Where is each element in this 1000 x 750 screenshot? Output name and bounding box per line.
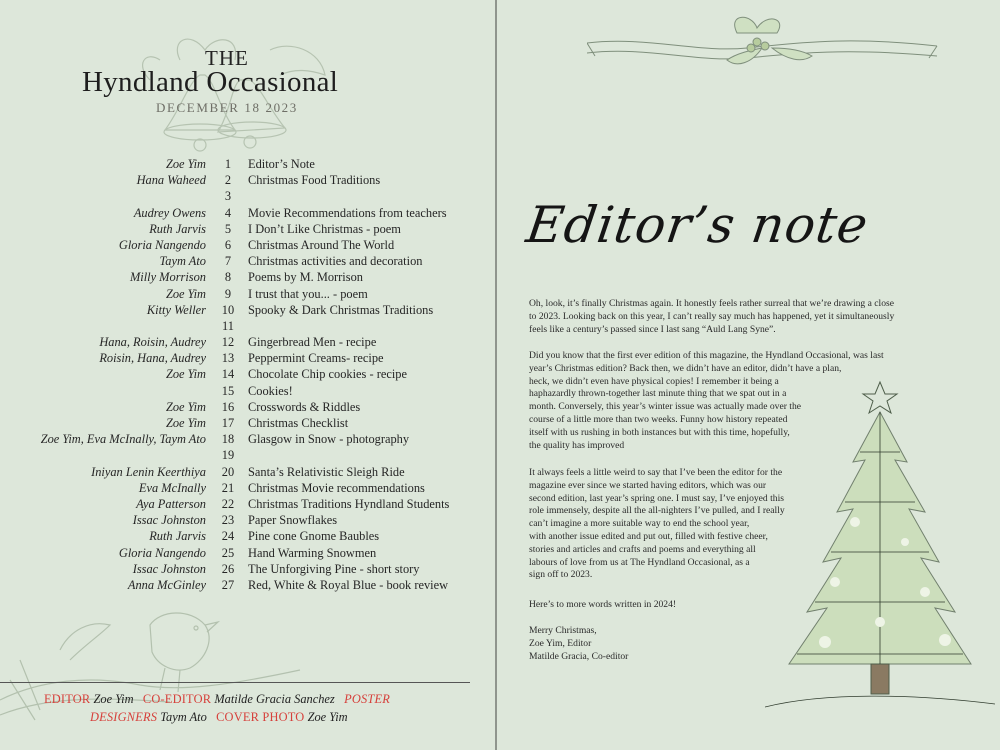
- toc-row: [0, 173, 495, 189]
- toc-author: Zoe Yim: [165, 286, 206, 301]
- toc-title: I trust that you... - poem: [248, 286, 368, 301]
- toc-row: [0, 351, 495, 367]
- toc-title: Red, White & Royal Blue - book review: [248, 577, 449, 592]
- toc-author: Zoe Yim: [165, 157, 206, 171]
- toc-title: The Unforgiving Pine - short story: [248, 561, 420, 576]
- toc-row: [0, 432, 495, 448]
- toc-row: [0, 448, 495, 464]
- toc-page-number: 14: [221, 367, 235, 382]
- text-line: year’s Christmas edition? Back then, we didn’t have an editor, didn’t have a plan,: [529, 362, 842, 374]
- toc-title: Christmas Traditions Hyndland Students: [248, 496, 450, 511]
- toc-page-number: 21: [221, 480, 235, 495]
- toc-author: Issac Johnston: [132, 513, 206, 528]
- credits-line-1: [44, 690, 390, 708]
- text-line: stories and articles and crafts and poems and everything all: [529, 543, 756, 555]
- text-line: second edition, last year’s spring one. I must say, I’ve enjoyed this: [529, 492, 784, 504]
- text-line: feels like a century’s passed since I last sang “Auld Lang Syne”.: [529, 323, 776, 335]
- editor-label: EDITOR: [44, 692, 91, 706]
- toc-row: [0, 189, 495, 205]
- toc-author: Zoe Yim: [165, 367, 206, 382]
- toc-page-number: 23: [221, 513, 235, 528]
- toc-row: [0, 497, 495, 513]
- toc-row: [0, 465, 495, 481]
- toc-row: [0, 270, 495, 286]
- toc-page-number: 20: [221, 464, 235, 479]
- masthead-title: Hyndland Occasional: [82, 66, 339, 98]
- text-line: haphazardly thrown-together last minute thing that we spat out in a: [529, 388, 787, 400]
- toc-row: [0, 562, 495, 578]
- text-line: Did you know that the first ever edition of this magazine, the Hyndland Occasional, was last: [529, 350, 884, 361]
- text-line: sign off to 2023.: [529, 569, 593, 581]
- toc-author: Gloria Nangendo: [118, 545, 206, 560]
- toc-title: Christmas Food Traditions: [248, 173, 381, 188]
- toc-page-number: 26: [221, 561, 235, 576]
- table-of-contents: [0, 157, 495, 594]
- designers-label: DESIGNERS: [90, 710, 158, 724]
- toc-row: [0, 416, 495, 432]
- toc-author: Taym Ato: [159, 254, 206, 269]
- text-line: Zoe Yim, Editor: [529, 637, 592, 649]
- toc-row: [0, 529, 495, 545]
- text-line: the quality has improved: [529, 439, 625, 451]
- editors-note-signoff: [529, 625, 829, 663]
- editors-note-page: [497, 0, 1000, 750]
- toc-title: Crosswords & Riddles: [248, 399, 361, 414]
- credits-line-2: [90, 708, 348, 726]
- editors-note-para-1: [529, 298, 969, 336]
- toc-row: [0, 513, 495, 529]
- toc-page-number: 12: [221, 335, 235, 350]
- coeditor-name: Matilde Gracia Sanchez: [214, 692, 335, 706]
- toc-page-number: 16: [221, 399, 235, 414]
- toc-page-number: 6: [224, 237, 232, 252]
- toc-page-number: 1: [224, 157, 232, 171]
- toc-page-number: 11: [222, 318, 234, 333]
- toc-page-number: 18: [221, 432, 235, 447]
- toc-row: [0, 157, 495, 173]
- toc-author: Audrey Owens: [133, 205, 206, 220]
- editors-note-para-2: [529, 350, 929, 452]
- editors-note-para-4: [529, 599, 829, 612]
- toc-author: Aya Patterson: [136, 496, 206, 511]
- text-line: Merry Christmas,: [529, 625, 597, 636]
- toc-row: [0, 335, 495, 351]
- toc-title: Editor’s Note: [248, 157, 315, 171]
- designers-name: Taym Ato: [160, 710, 207, 724]
- text-line: course of a little more than two weeks. Funny how history repeated: [529, 413, 788, 425]
- toc-author: Ruth Jarvis: [149, 221, 206, 236]
- toc-page-number: 10: [221, 302, 235, 317]
- toc-author: Kitty Weller: [146, 302, 206, 317]
- toc-row: [0, 238, 495, 254]
- toc-row: [0, 400, 495, 416]
- toc-author: Gloria Nangendo: [118, 237, 206, 252]
- editor-name: Zoe Yim: [93, 692, 134, 706]
- cover-photo-label: COVER PHOTO: [216, 710, 305, 724]
- text-line: role immensely, despite all the all-nighters I’ve pulled, and I really: [529, 505, 785, 517]
- masthead-the: THE: [205, 46, 249, 70]
- toc-title: Peppermint Creams- recipe: [248, 351, 384, 366]
- toc-row: [0, 481, 495, 497]
- text-line: Oh, look, it’s finally Christmas again. It honestly feels rather surreal that we’re drawing a close: [529, 298, 894, 309]
- toc-page-number: 25: [221, 545, 235, 560]
- text-line: Here’s to more words written in 2024!: [529, 599, 677, 610]
- toc-page-number: 15: [221, 383, 235, 398]
- toc-title: I Don’t Like Christmas - poem: [248, 221, 401, 236]
- cover-photo-name: Zoe Yim: [307, 710, 348, 724]
- toc-row: [0, 222, 495, 238]
- toc-row: [0, 206, 495, 222]
- text-line: heck, we didn’t even have physical copies! I remember it being a: [529, 375, 779, 387]
- text-line: Matilde Gracia, Co-editor: [529, 650, 629, 662]
- toc-author: Issac Johnston: [132, 561, 206, 576]
- toc-page-number: 5: [224, 221, 232, 236]
- toc-page-number: 4: [224, 205, 232, 220]
- text-line: to 2023. Looking back on this year, I can’t really say much has happened, yet it simultaneously: [529, 310, 895, 322]
- toc-title: Paper Snowflakes: [248, 513, 338, 528]
- contents-page: [0, 0, 495, 750]
- toc-title: Christmas Around The World: [248, 237, 395, 252]
- toc-row: [0, 578, 495, 594]
- toc-title: Spooky & Dark Christmas Traditions: [248, 302, 434, 317]
- text-line: It always feels a little weird to say that I’ve been the editor for the: [529, 467, 783, 478]
- toc-author: Roisin, Hana, Audrey: [99, 351, 206, 366]
- toc-row: [0, 367, 495, 383]
- toc-title: Santa’s Relativistic Sleigh Ride: [248, 464, 405, 479]
- toc-page-number: 27: [221, 577, 235, 592]
- toc-title: Chocolate Chip cookies - recipe: [248, 367, 407, 382]
- toc-author: Milly Morrison: [129, 270, 206, 285]
- toc-title: Christmas activities and decoration: [248, 254, 423, 269]
- text-line: can’t imagine a more suitable way to end the school year,: [529, 518, 750, 530]
- poster-label: POSTER: [344, 692, 391, 706]
- editors-note-para-3: [529, 467, 829, 582]
- text-line: month. Conversely, this year’s winter issue was actually made over the: [529, 401, 802, 413]
- toc-author: Zoe Yim: [165, 416, 206, 430]
- toc-page-number: 8: [224, 270, 232, 285]
- text-line: itself with us rushing in both instances but with this time, hopefully,: [529, 426, 790, 438]
- coeditor-label: CO-EDITOR: [142, 692, 212, 706]
- toc-row: [0, 546, 495, 562]
- toc-author: Zoe Yim, Eva McInally, Taym Ato: [40, 432, 206, 447]
- ribbon-holly-illustration: [587, 8, 947, 88]
- toc-page-number: 19: [221, 448, 235, 463]
- toc-title: Christmas Checklist: [248, 416, 349, 430]
- toc-row: [0, 254, 495, 270]
- toc-title: Gingerbread Men - recipe: [248, 335, 377, 350]
- toc-page-number: 9: [224, 286, 232, 301]
- toc-title: Hand Warming Snowmen: [248, 545, 377, 560]
- masthead-date: DECEMBER 18 2023: [156, 100, 298, 115]
- toc-author: Hana Waheed: [136, 173, 206, 188]
- credits-divider: [0, 682, 470, 683]
- toc-author: Anna McGinley: [127, 577, 206, 592]
- toc-row: [0, 384, 495, 400]
- toc-page-number: 24: [221, 529, 235, 544]
- toc-title: Christmas Movie recommendations: [248, 480, 425, 495]
- toc-row: [0, 303, 495, 319]
- toc-author: Ruth Jarvis: [149, 529, 206, 544]
- toc-page-number: 22: [221, 496, 235, 511]
- text-line: magazine ever since we started having editors, which was our: [529, 479, 767, 491]
- toc-page-number: 13: [221, 351, 235, 366]
- toc-page-number: 7: [224, 254, 232, 269]
- bird-on-branch-illustration: [0, 590, 330, 750]
- toc-title: Cookies!: [248, 383, 293, 398]
- editors-note-title: Editor’s note: [522, 196, 873, 254]
- toc-page-number: 3: [224, 189, 232, 204]
- toc-author: Hana, Roisin, Audrey: [99, 335, 206, 350]
- toc-title: Pine cone Gnome Baubles: [248, 529, 380, 544]
- toc-page-number: 2: [224, 173, 232, 188]
- text-line: labours of love from us at The Hyndland Occasional, as a: [529, 556, 750, 568]
- toc-title: Poems by M. Morrison: [248, 270, 363, 285]
- text-line: with another issue edited and put out, filled with festive cheer,: [529, 530, 768, 542]
- toc-title: Movie Recommendations from teachers: [248, 205, 447, 220]
- toc-author: Eva McInally: [138, 480, 206, 495]
- toc-page-number: 17: [221, 416, 235, 430]
- toc-row: [0, 287, 495, 303]
- toc-row: [0, 319, 495, 335]
- toc-author: Iniyan Lenin Keerthiya: [91, 464, 206, 479]
- toc-author: Zoe Yim: [165, 399, 206, 414]
- toc-title: Glasgow in Snow - photography: [248, 432, 410, 447]
